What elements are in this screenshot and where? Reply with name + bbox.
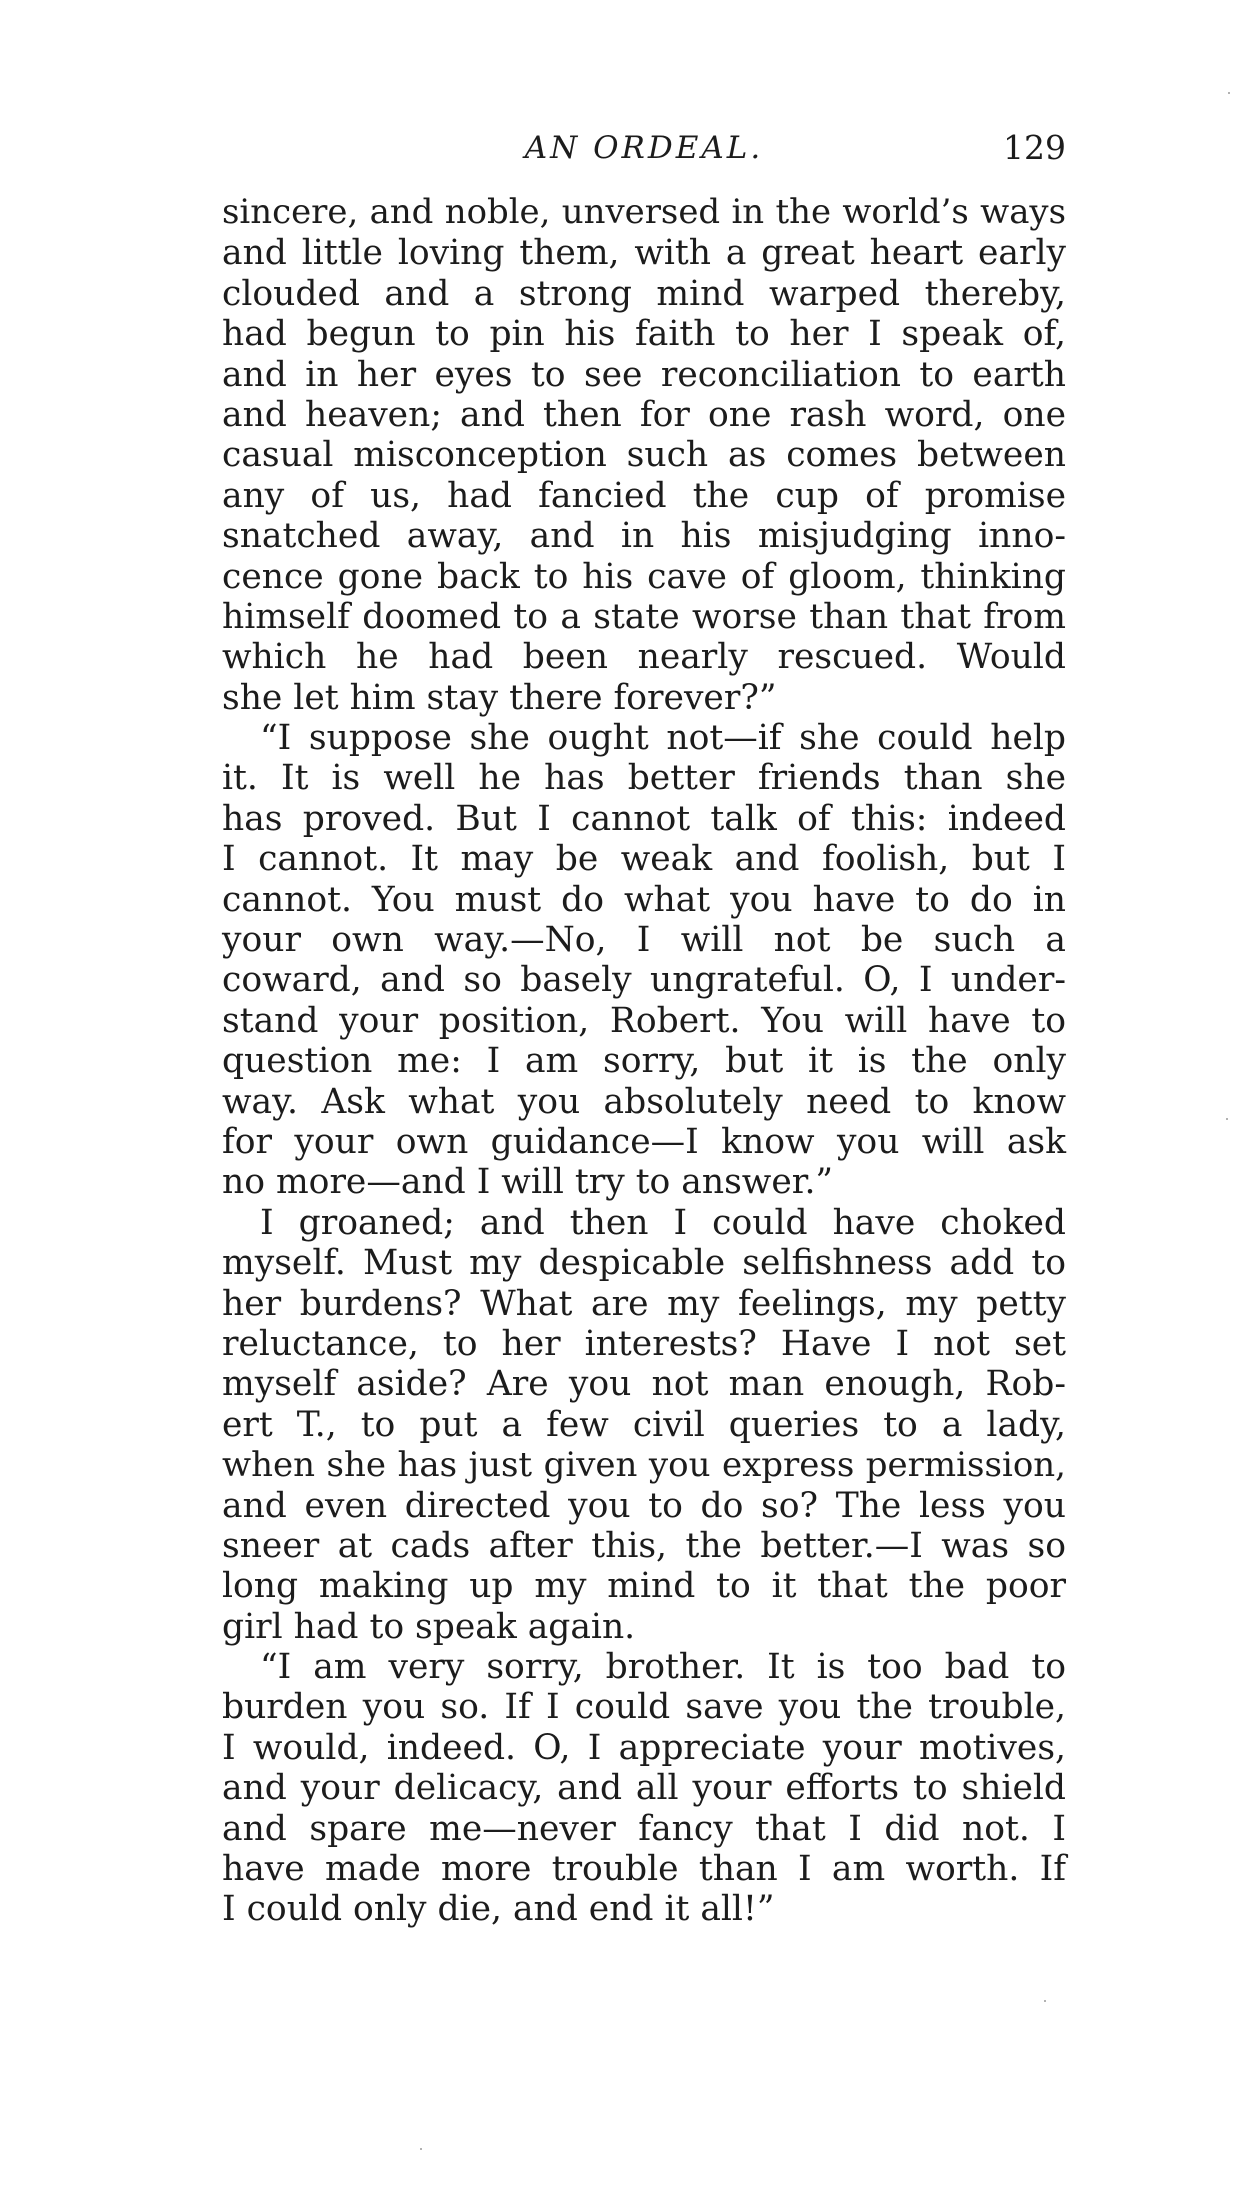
text-line: sincere, and noble, unversed in the world’s ways <box>222 193 1066 232</box>
text-line: when she has just given you express permission, <box>222 1445 1066 1486</box>
text-line: himself doomed to a state worse than that from <box>222 596 1066 637</box>
text-line: question me: I am sorry, but it is the only <box>222 1041 1066 1082</box>
text-line: I cannot. It may be weak and foolish, but I <box>222 839 1066 880</box>
text-line: and little loving them, with a great heart early <box>222 233 1066 274</box>
text-line: and heaven; and then for one rash word, one <box>222 394 1066 435</box>
text-line: coward, and so basely ungrateful. O, I under- <box>222 960 1066 1001</box>
text-line: sneer at cads after this, the better.—I was so <box>222 1525 1066 1566</box>
text-line: cannot. You must do what you have to do in <box>222 879 1066 920</box>
page-number: 129 <box>1003 128 1066 167</box>
text-line: cence gone back to his cave of gloom, thinking <box>222 556 1066 597</box>
text-line: your own way.—No, I will not be such a <box>222 920 1066 961</box>
text-line: has proved. But I cannot talk of this: indeed <box>222 798 1066 839</box>
text-line: it. It is well he has better friends than she <box>222 758 1066 799</box>
text-line: snatched away, and in his misjudging inno- <box>222 516 1066 557</box>
text-line: no more—and I will try to answer.” <box>222 1162 834 1203</box>
text-line: had begun to pin his faith to her I speak of, <box>222 314 1066 355</box>
text-line: her burdens? What are my feelings, my petty <box>222 1283 1066 1324</box>
text-line: clouded and a strong mind warped thereby, <box>222 273 1066 314</box>
text-line: have made more trouble than I am worth. If <box>222 1849 1066 1890</box>
text-line: and spare me—never fancy that I did not. I <box>222 1808 1066 1849</box>
text-line: and your delicacy, and all your efforts to shield <box>222 1768 1066 1809</box>
text-line: she let him stay there forever?” <box>222 677 777 718</box>
text-line: girl had to speak again. <box>222 1606 636 1647</box>
text-line: myself. Must my despicable selfishness add to <box>222 1243 1066 1284</box>
text-line: which he had been nearly rescued. Would <box>222 637 1066 678</box>
text-line: for your own guidance—I know you will ask <box>222 1121 1066 1162</box>
text-line: ert T., to put a few civil queries to a lady, <box>222 1404 1066 1445</box>
text-line: “I am very sorry, brother. It is too bad to <box>260 1647 1066 1688</box>
text-line: and even directed you to do so? The less you <box>222 1485 1066 1526</box>
text-line: reluctance, to her interests? Have I not set <box>222 1323 1066 1364</box>
text-line: stand your position, Robert. You will have to <box>222 1000 1066 1041</box>
scan-speck <box>1228 92 1230 94</box>
text-line: burden you so. If I could save you the trouble, <box>222 1687 1066 1728</box>
text-line: any of us, had fancied the cup of promise <box>222 475 1066 516</box>
running-title: AN ORDEAL. <box>524 130 764 166</box>
text-line: way. Ask what you absolutely need to know <box>222 1081 1066 1122</box>
text-line: casual misconception such as comes between <box>222 435 1066 476</box>
text-line: long making up my mind to it that the poor <box>222 1566 1066 1607</box>
scan-speck <box>1226 1118 1228 1120</box>
scan-speck <box>420 2148 422 2150</box>
running-head <box>222 126 1066 170</box>
text-line: “I suppose she ought not—if she could help <box>260 718 1066 759</box>
text-line: and in her eyes to see reconciliation to earth <box>222 354 1066 395</box>
text-line: I would, indeed. O, I appreciate your motives, <box>222 1727 1066 1768</box>
scan-speck <box>1044 2000 1046 2002</box>
text-line: I groaned; and then I could have choked <box>260 1202 1066 1243</box>
text-line: I could only die, and end it all!” <box>222 1889 775 1930</box>
body-text <box>222 193 1066 1930</box>
text-line: myself aside? Are you not man enough, Rob- <box>222 1364 1066 1405</box>
